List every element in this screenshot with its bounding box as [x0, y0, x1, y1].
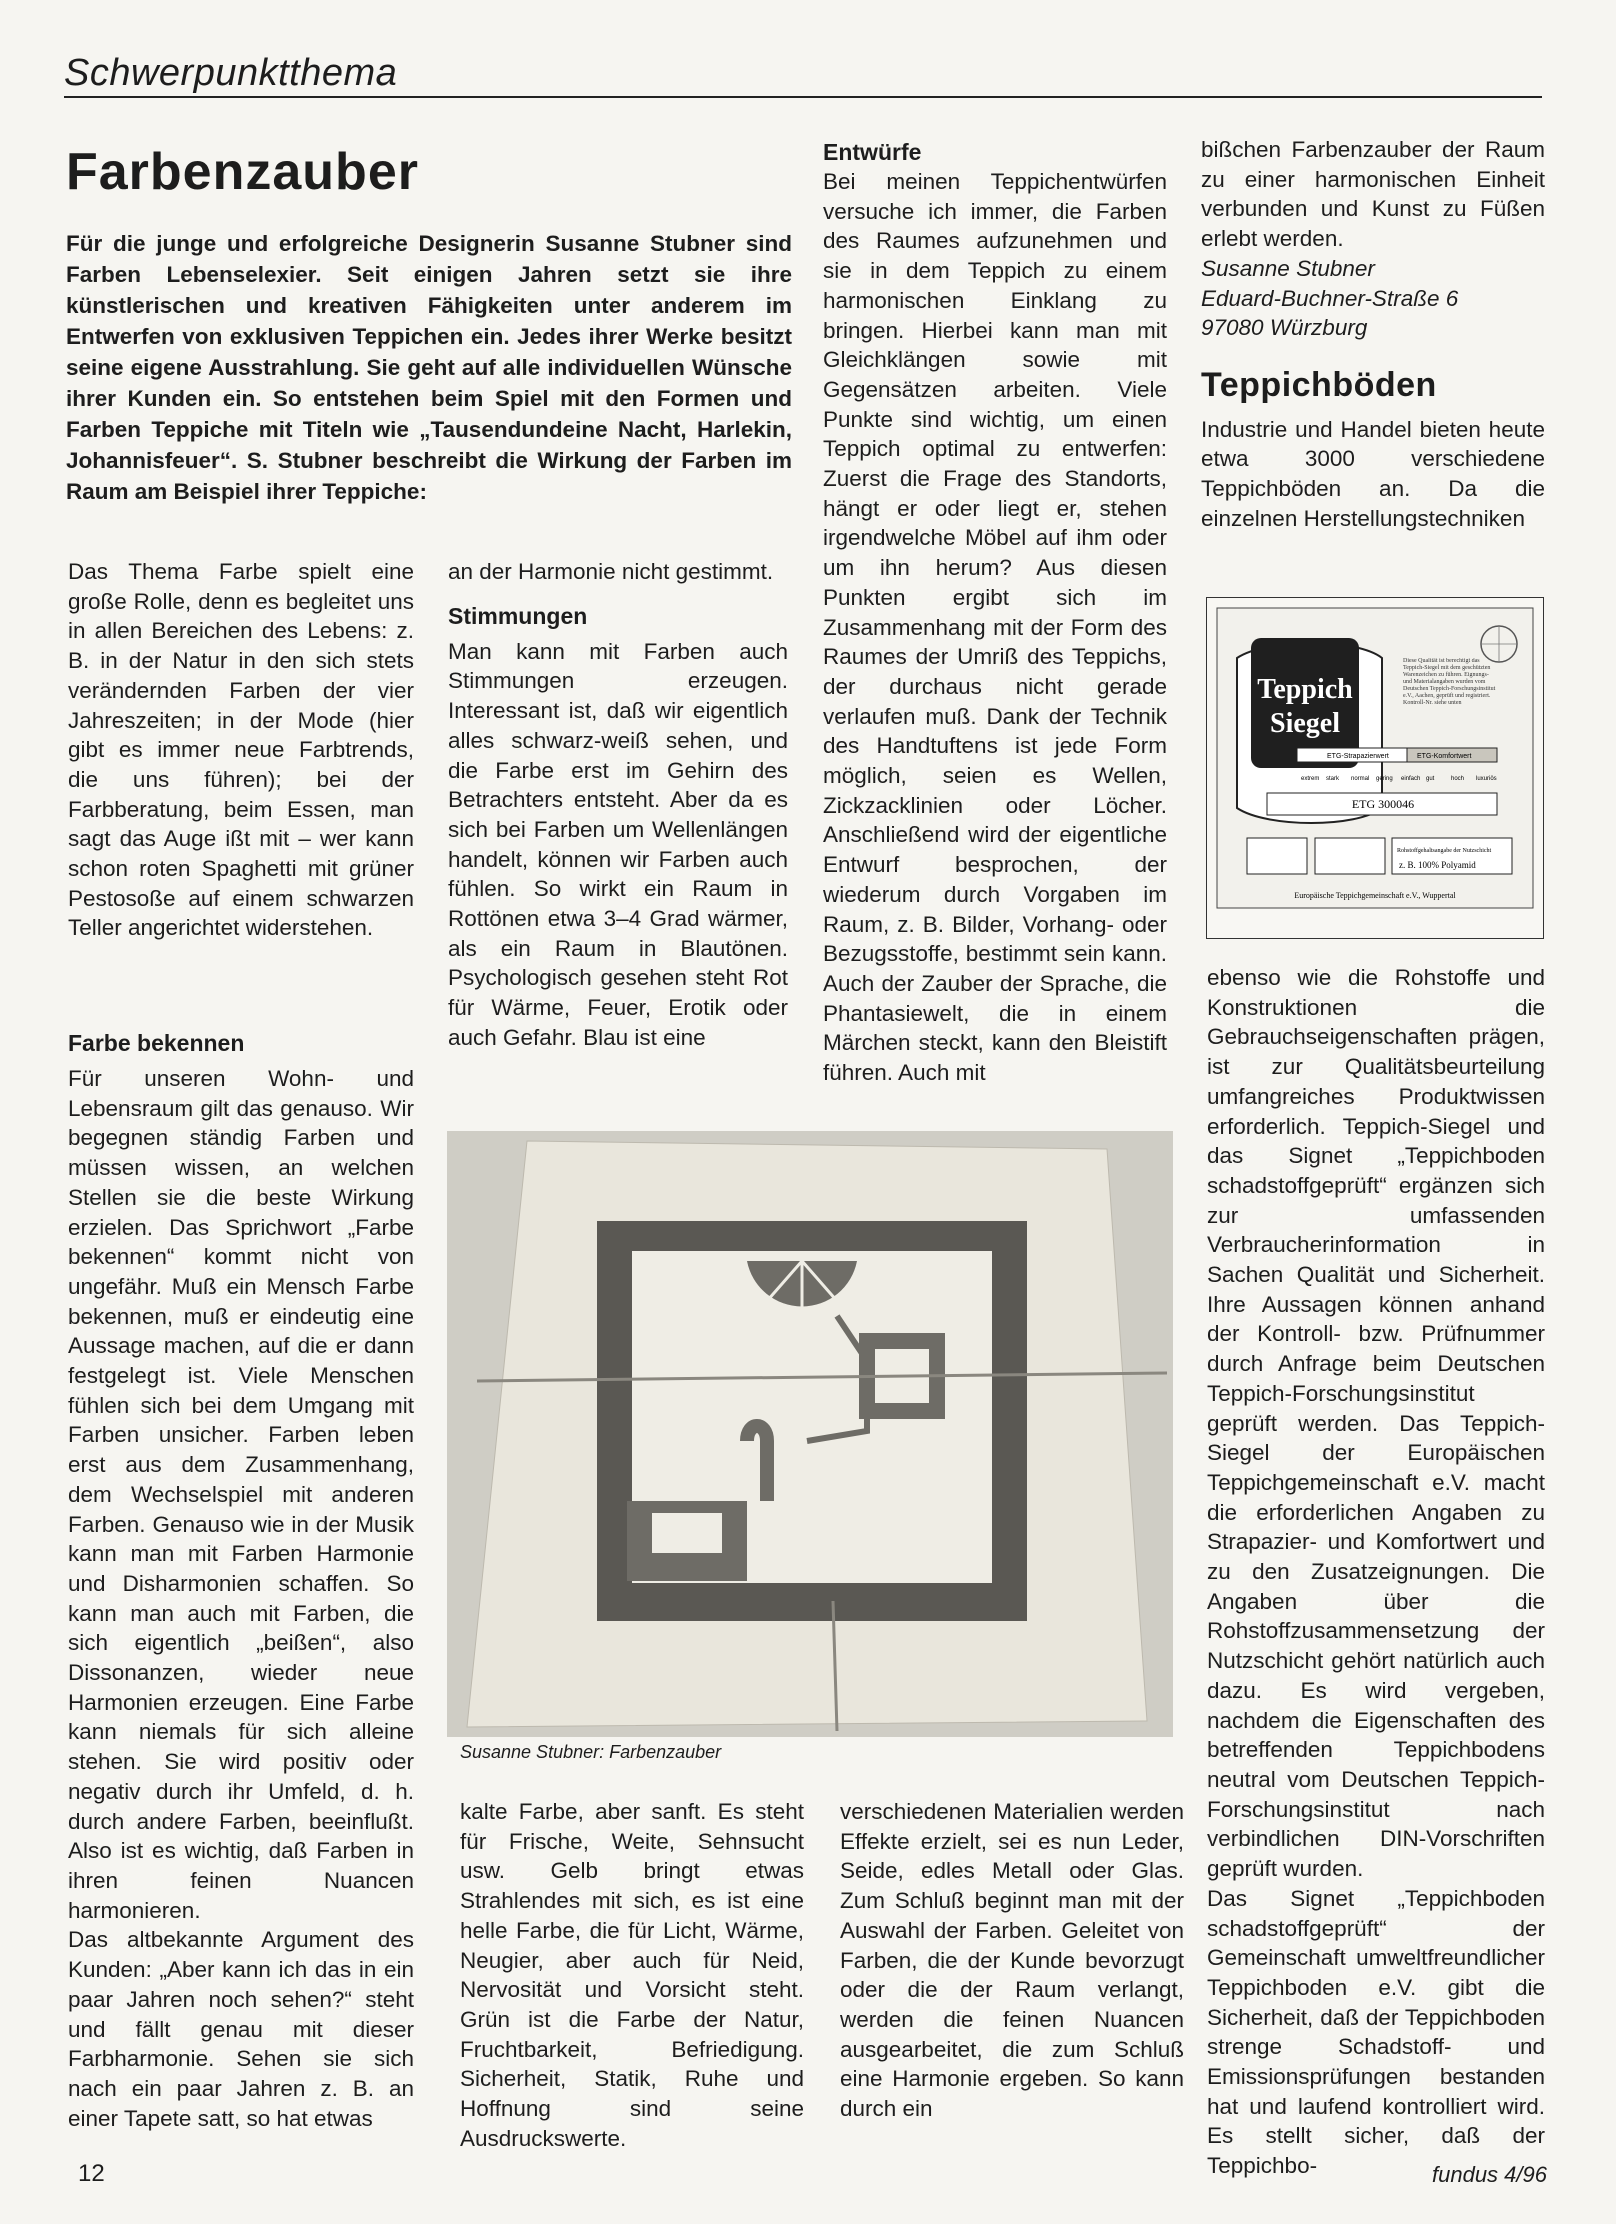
header-rule — [64, 96, 1542, 98]
seal-number: ETG 300046 — [1351, 797, 1415, 811]
author-name: Susanne Stubner — [1201, 255, 1375, 281]
issue-label: fundus 4/96 — [1432, 2162, 1547, 2187]
paragraph: an der Harmonie nicht gestimmt. — [448, 559, 774, 584]
seal-scale-label: extrem — [1301, 776, 1320, 782]
seal-logo-line1: Teppich — [1257, 674, 1353, 705]
subheading-entwuerfe: Entwürfe — [823, 139, 922, 165]
seal-scale-label: luxuriös — [1476, 776, 1497, 782]
column-2-bottom — [460, 1797, 804, 2153]
column-3-top — [823, 137, 1167, 1088]
paragraph: Das Thema Farbe spielt eine große Rolle, denn es begleitet uns in allen Bereichen des Lebens: z. B. in der Natur in den sich stets verändernden Farben der vier Jahreszeiten; in der Mode (hier gibt es immer neue Farbtrends, die uns führen); bei der Farbberatung, beim Essen, man sagt das Auge ißt mit – wer kann schon roten Spaghetti mit grüner Pestosoße auf einem schwarzen Teller angerichtet widerstehen. — [68, 559, 414, 941]
seal-scale-label: gering — [1376, 776, 1393, 782]
column-1-bottom — [68, 1028, 414, 2133]
paragraph: Bei meinen Teppichentwürfen versuche ich immer, die Farben des Raumes aufzunehmen und sie in dem Teppich zu einem harmonischen Einklang zu bringen. Hierbei kann man mit Gleichklängen sowie mit Gegensätzen arbeiten. Viele Punkte sind wichtig, um einen Teppich optimal zu entwerfen: Zuerst die Frage des Standorts, hängt er oder liegt er, stehen irgendwelche Möbel auf ihm oder um ihn herum? Aus diesen Punkten ergibt sich im Zusammenhang mit der Form des Raumes der Umriß des Teppichs, der durchaus nicht gerade verlaufen muß. Dank der Technik des Handtuftens ist jede Form möglich, seien es Wellen, Zickzacklinien oder Löcher. Anschließend wird der eigentliche Entwurf besprochen, der wiederum durch Vorgaben im Raum, z. B. Bilder, Vorhang- oder Bezugsstoffe, bestimmt sein kann. Auch der Zauber der Sprache, die Phantasiewelt, die in einem Märchen steckt, kann den Bleistift führen. Auch mit — [823, 169, 1167, 1086]
subheading-stimmungen: Stimmungen — [448, 602, 588, 629]
paragraph: Das Signet „Teppichboden schadstoffgeprüft“ der Gemeinschaft umweltfreundlicher Teppichboden e.V. gibt die Sicherheit, daß der Teppichboden strenge Schadstoff- und Emissionsprüfungen bestanden hat und laufend kontrolliert wird. Es stellt sicher, daß der Teppichbo- — [1207, 1885, 1545, 2179]
subheading-farbe-bekennen: Farbe bekennen — [68, 1030, 245, 1056]
seal-material-label: Rohstoffgehaltsangabe der Nutzschicht — [1397, 848, 1492, 854]
author-street: Eduard-Buchner-Straße 6 — [1201, 285, 1459, 311]
paragraph: Für unseren Wohn- und Lebensraum gilt das genauso. Wir begegnen ständig Farben und müssen wissen, an welchen Stellen sie die beste Wirkung erzielen. Das Sprichwort „Farbe bekennen“ kommt nicht von ungefähr. Muß ein Mensch Farbe bekennen, muß er eindeutig eine Aussage machen, auf die er dann festgelegt ist. Viele Menschen fühlen sich bei dem Umgang mit Farben unsicher. Farben leben erst aus dem Zusammenhang, dem Wechselspiel mit anderen Farben. Genauso wie in der Musik kann man mit Farben Harmonie und Disharmonien schaffen. So kann man auch mit Farben, die sich eigentlich „beißen“, also Dissonanzen, wieder neue Harmonien erzeugen. Eine Farbe kann niemals für sich alleine stehen. Sie wird positiv oder negativ durch ihr Umfeld, d. h. durch andere Farben, beeinflußt. Also ist es wichtig, daß Farben in ihren feinen Nuancen harmonieren. — [68, 1066, 414, 1923]
paragraph: verschiedenen Materialien werden Effekte erzielt, sei es nun Leder, Seide, edles Metall oder Glas. Zum Schluß beginnt man mit der Auswahl der Farben. Geleitet von Farben, die der Kunde bevorzugt oder die der Raum verlangt, werden die feinen Nuancen ausgearbeitet, die zum Schluß eine Harmonie ergeben. So kann durch ein — [840, 1799, 1184, 2122]
seal-logo-line2: Siegel — [1270, 708, 1340, 739]
column-4-bottom — [1207, 963, 1545, 2181]
seal-scale-label: einfach — [1401, 776, 1421, 782]
seal-scale-label: normal — [1351, 776, 1370, 782]
paragraph: Industrie und Handel bieten heute etwa 3000 verschiedene Teppichböden an. Da die einzelnen Herstellungstechniken — [1201, 416, 1545, 531]
paragraph: Das altbekannte Argument des Kunden: „Aber kann ich das in ein paar Jahren noch sehen?“ steht und fällt genau mit dieser Farbharmonie. Sehen sie sich nach ein paar Jahren z. B. an einer Tapete satt, so hat etwas — [68, 1927, 414, 2131]
article-title: Farbenzauber — [66, 143, 419, 201]
column-1-top — [68, 557, 414, 943]
seal-scale-label: hoch — [1451, 776, 1465, 782]
article-intro: Für die junge und erfolgreiche Designerin Susanne Stubner sind Farben Lebenselexier. Seit einigen Jahren setzt sie ihre künstlerischen und kreativen Fähigkeiten unter anderem im Entwerfen von exklusiven Teppichen ein. Jedes ihrer Werke besitzt seine eigene Ausstrahlung. Sie geht auf alle individuellen Wünsche ihrer Kunden ein. So entstehen beim Spiel mit den Formen und Farben Teppiche mit Titeln wie „Tausendundeine Nacht, Harlekin, Johannisfeuer“. S. Stubner beschreibt die Wirkung der Farben im Raum am Beispiel ihrer Teppiche: — [66, 231, 792, 504]
seal-footer: Europäische Teppichgemeinschaft e.V., Wuppertal — [1294, 891, 1456, 900]
page-number: 12 — [78, 2160, 105, 2187]
seal-bar-label-left: ETG-Strapazierwert — [1327, 753, 1389, 760]
paragraph: ebenso wie die Rohstoffe und Konstruktionen die Gebrauchseigenschaften prägen, ist zur Qualitätsbeurteilung umfangreiches Produktwissen erforderlich. Teppich-Siegel und das Signet „Teppichboden schadstoffgeprüft“ ergänzen sich zur umfassenden Verbraucherinformation in Sachen Qualität und Sicherheit. Ihre Aussagen können anhand der Kontroll- bzw. Prüfnummer durch Anfrage beim Deutschen Teppich-Forschungsinstitut geprüft werden. Das Teppich-Siegel der Europäischen Teppichgemeinschaft e.V. macht die erforderlichen Angaben zu Strapazier- und Komfortwert und zu den Zusatzeignungen. Die Angaben über die Rohstoffzusammensetzung der Nutzschicht gehört natürlich auch dazu. Es wird vergeben, nachdem die Eigenschaften des betreffenden Teppichbodens neutral vom Deutschen Teppich-Forschungsinstitut nach verbindlichen DIN-Vorschriften geprüft wurden. — [1207, 965, 1545, 1882]
seal-side-text: Diese Qualität ist berechtigt das Teppich-Siegel mit dem geschützten Warenzeichen zu führen. Eignungs- und Materialangaben wurden vom Deutschen Teppich-Forschungsinstitut e.V., Aachen, geprüft und registriert. Kontroll-Nr. siehe unten — [1403, 658, 1496, 706]
carpet-photo — [447, 1131, 1173, 1737]
section-label: Schwerpunktthema — [64, 52, 398, 94]
paragraph: Man kann mit Farben auch Stimmungen erzeugen. Interessant ist, daß wir eigentlich alles schwarz-weiß sehen, und die Farbe erst im Gehirn des Betrachters entsteht. Aber da es sich bei Farben um Wellenlängen handelt, können wir Farben auch fühlen. So wirkt ein Raum in Rottönen etwa 3–4 Grad wärmer, als ein Raum in Blautönen. Psychologisch gesehen steht Rot für Wärme, Feuer, Erotik oder auch Gefahr. Blau ist eine — [448, 638, 788, 1050]
paragraph: kalte Farbe, aber sanft. Es steht für Frische, Weite, Sehnsucht usw. Gelb bringt etwas Strahlendes mit sich, es ist eine helle Farbe, die für Licht, Wärme, Neugier, aber auch für Neid, Nervosität und Vorsicht steht. Grün ist die Farbe der Natur, Fruchtbarkeit, Befriedigung. Sicherheit, Statik, Ruhe und Hoffnung sind seine Ausdruckswerte. — [460, 1799, 804, 2151]
teppich-siegel-graphic — [1207, 598, 1543, 938]
seal-scale-label: gut — [1426, 776, 1435, 782]
column-4-top — [1201, 135, 1545, 533]
carpet-photo-image — [447, 1131, 1173, 1737]
teppich-siegel-label — [1206, 597, 1544, 939]
photo-caption: Susanne Stubner: Farbenzauber — [460, 1742, 722, 1762]
author-city: 97080 Würzburg — [1201, 315, 1368, 341]
column-2-top — [448, 557, 788, 1053]
column-3-bottom — [840, 1797, 1184, 2124]
paragraph: bißchen Farbenzauber der Raum zu einer harmonischen Einheit verbunden und Kunst zu Füßen erlebt werden. — [1201, 137, 1545, 252]
seal-scale-label: stark — [1326, 776, 1340, 782]
seal-material: z. B. 100% Polyamid — [1399, 860, 1476, 870]
seal-bar-label-right: ETG-Komfortwert — [1417, 753, 1472, 760]
section-title-teppichboeden: Teppichböden — [1201, 365, 1437, 404]
